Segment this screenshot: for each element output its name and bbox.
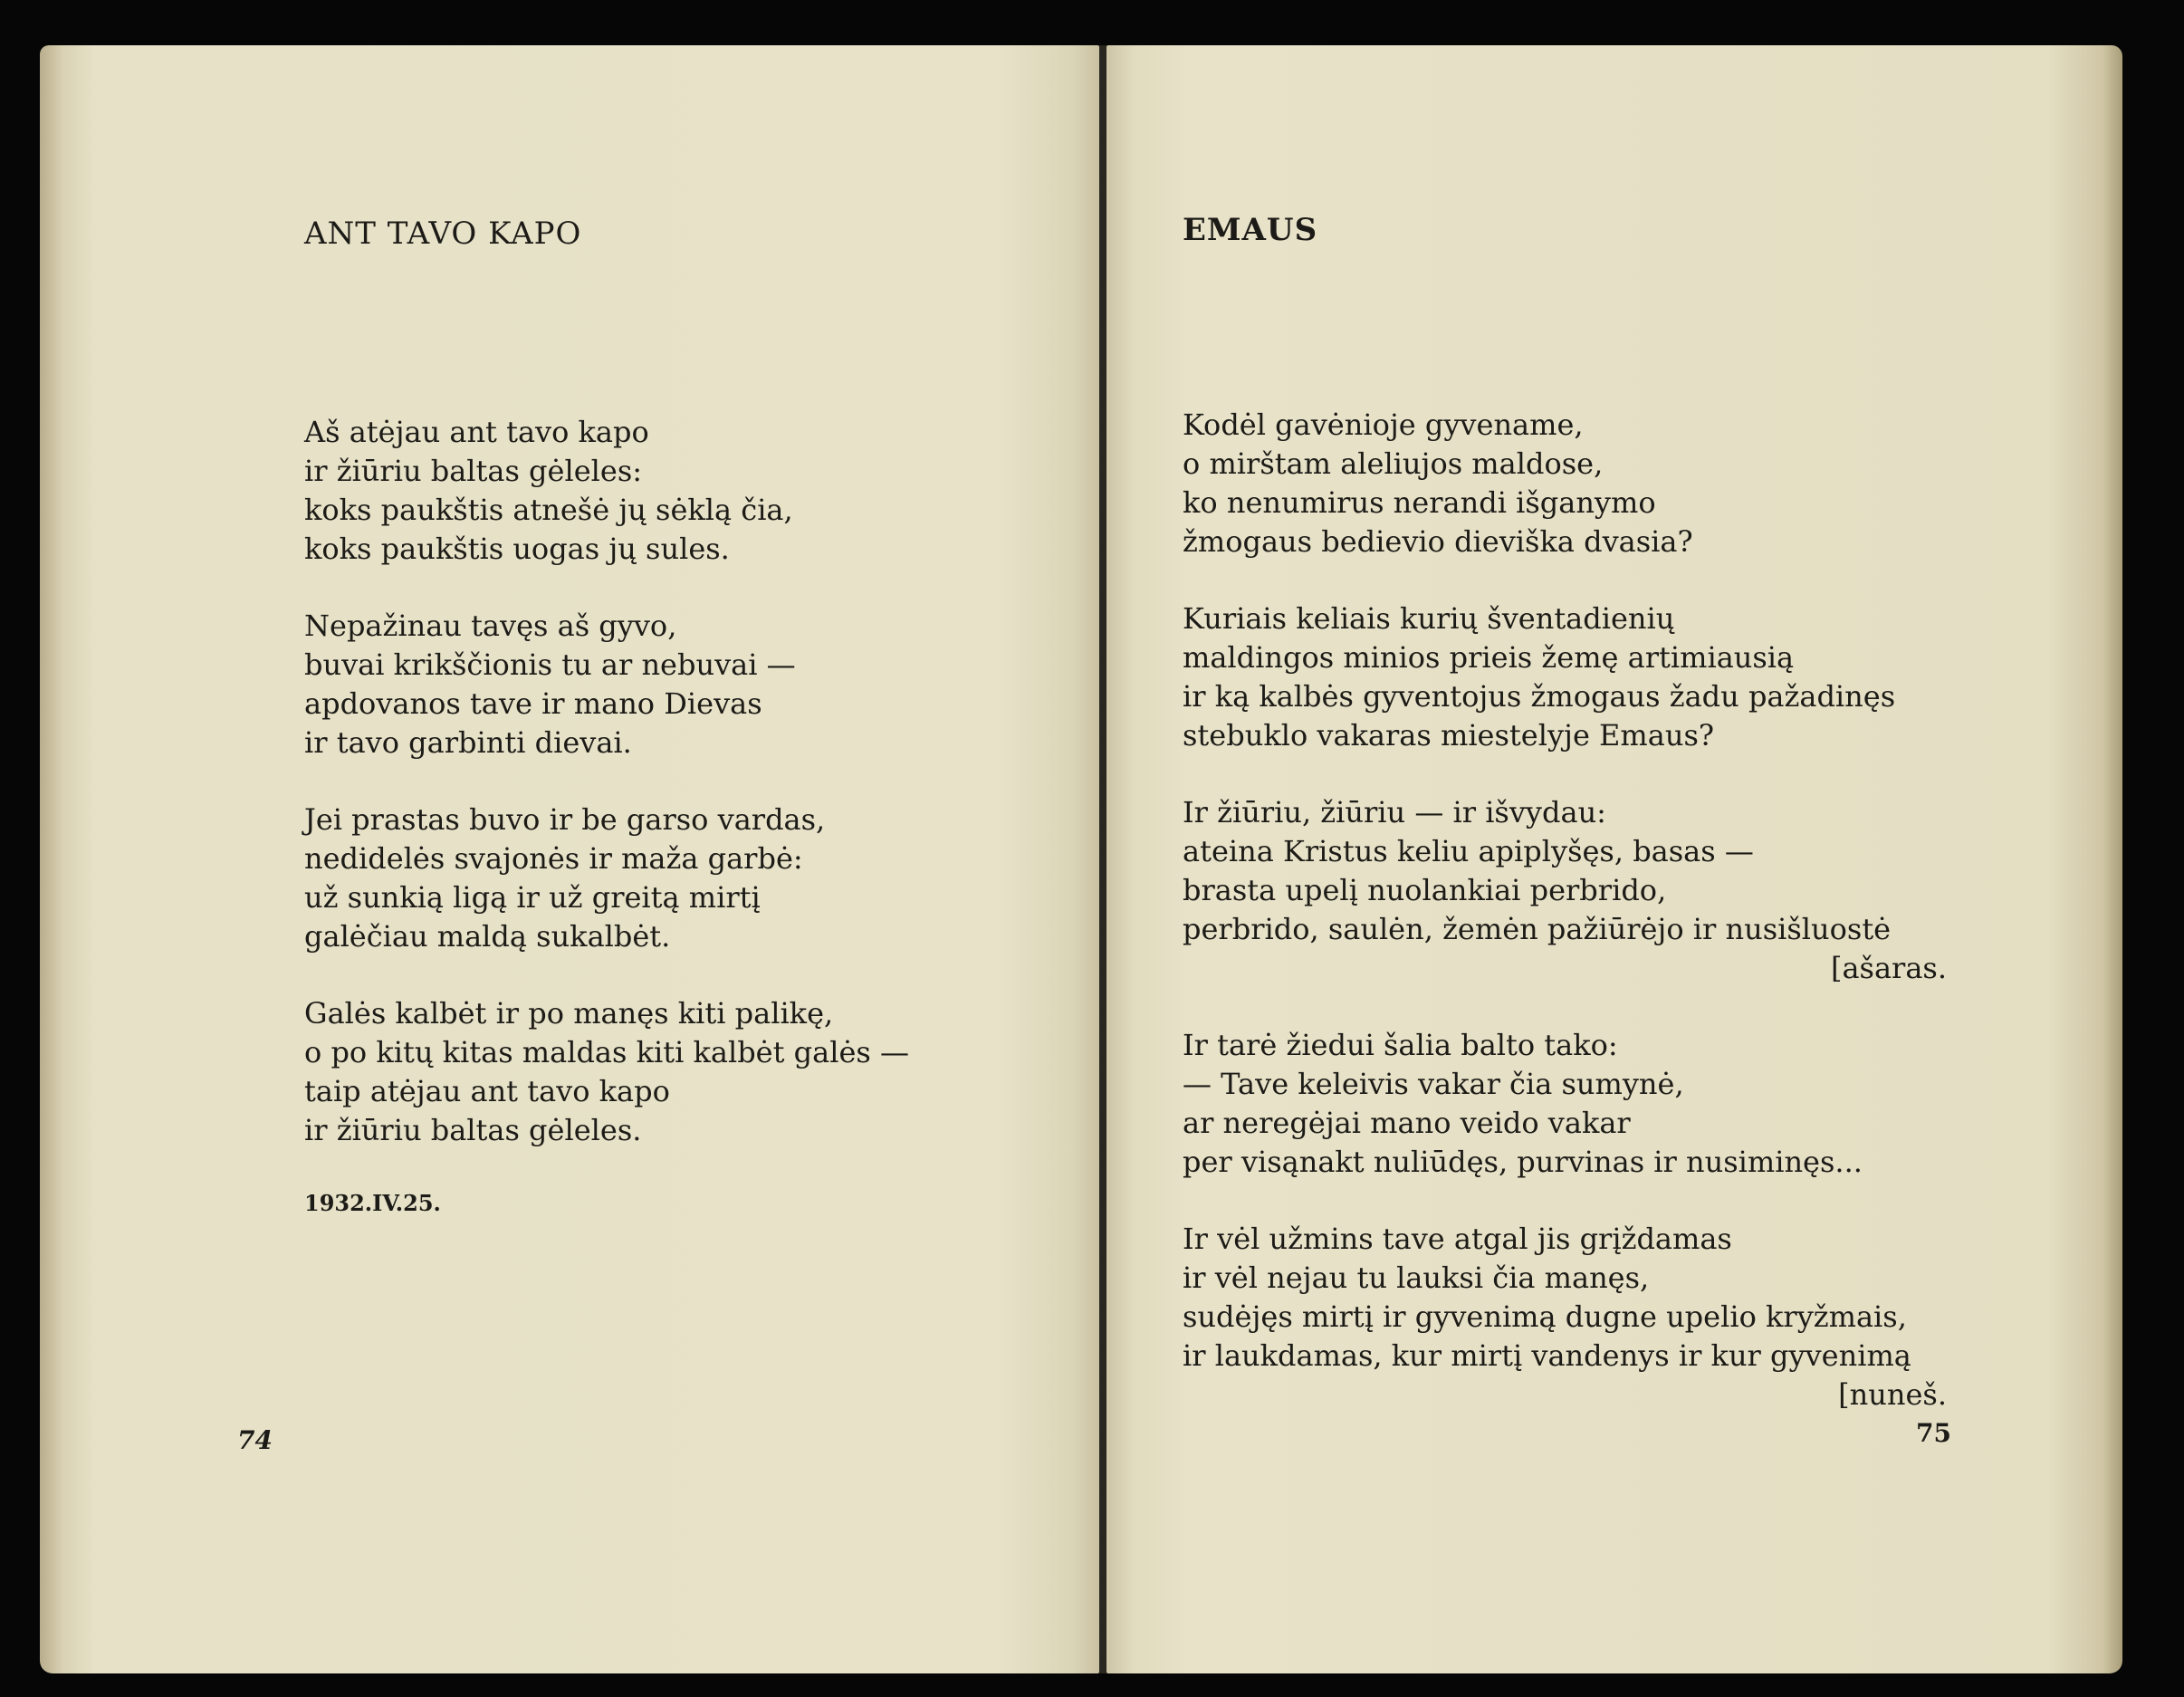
poem-line: ir laukdamas, kur mirtį vandenys ir kur gyvenimą [1183, 1338, 1911, 1373]
poem-line: žmogaus bedievio dieviška dvasia? [1183, 524, 1693, 559]
stanza [1183, 1220, 1947, 1414]
poem-line: ateina Kristus keliu apiplyšęs, basas — [1183, 834, 1754, 868]
left-page [40, 45, 1099, 1673]
poem-line: per visąnakt nuliūdęs, purvinas ir nusiminęs... [1183, 1145, 1863, 1179]
poem-date: 1932.IV.25. [304, 1190, 441, 1216]
poem-line: taip atėjau ant tavo kapo [304, 1074, 670, 1108]
stanza [1183, 793, 1947, 988]
poem-line: nedidelės svajonės ir maža garbė: [304, 841, 803, 876]
poem-line: ir žiūriu baltas gėleles: [304, 454, 643, 488]
page-number: 74 [237, 1425, 273, 1455]
poem-line-continuation: [ašaras. [1830, 951, 1947, 985]
poem-line: ir vėl nejau tu lauksi čia manęs, [1183, 1261, 1650, 1295]
poem-line: maldingos minios prieis žemę artimiausią [1183, 640, 1795, 675]
poem-line: ar neregėjai mano veido vakar [1183, 1106, 1631, 1140]
poem-line: koks paukštis uogas jų sules. [304, 532, 730, 566]
stanza [1183, 1026, 1947, 1182]
poem-line: galėčiau maldą sukalbėt. [304, 919, 671, 954]
poem-line: už sunkią ligą ir už greitą mirtį [304, 880, 761, 915]
poem-line: Galės kalbėt ir po manęs kiti palikę, [304, 996, 834, 1031]
poem-line: apdovanos tave ir mano Dievas [304, 686, 762, 721]
poem-line: Kuriais keliais kurių šventadienių [1183, 601, 1675, 636]
poem-line: Ir žiūriu, žiūriu — ir išvydau: [1183, 795, 1606, 829]
poem-title: ANT TAVO KAPO [304, 216, 582, 252]
poem-title: EMAUS [1183, 212, 1318, 248]
right-page [1106, 45, 2122, 1673]
page-number: 75 [1916, 1418, 1951, 1448]
poem-line: Ir tarė žiedui šalia balto tako: [1183, 1028, 1618, 1062]
poem-line: ko nenumirus nerandi išganymo [1183, 485, 1656, 520]
poem-line: buvai krikščionis tu ar nebuvai — [304, 647, 796, 682]
poem-line: stebuklo vakaras miestelyje Emaus? [1183, 718, 1715, 753]
poem-line: brasta upelį nuolankiai perbrido, [1183, 873, 1667, 907]
poem-line: Jei prastas buvo ir be garso vardas, [304, 802, 826, 837]
poem-line: ir ką kalbės gyventojus žmogaus žadu pažadinęs [1183, 679, 1896, 714]
stanza [1183, 406, 1947, 561]
poem-body [1183, 406, 1947, 1453]
poem-line-continuation: [nuneš. [1838, 1377, 1947, 1412]
poem-line: koks paukštis atnešė jų sėklą čia, [304, 493, 793, 527]
poem-line: o mirštam aleliujos maldose, [1183, 446, 1604, 481]
book-gutter [1099, 45, 1106, 1673]
poem-line: sudėjęs mirtį ir gyvenimą dugne upelio kryžmais, [1183, 1299, 1907, 1334]
stanza [304, 994, 909, 1150]
poem-line: o po kitų kitas maldas kiti kalbėt galės — [304, 1035, 909, 1069]
poem-line: Kodėl gavėnioje gyvename, [1183, 407, 1584, 442]
stanza [304, 607, 909, 762]
open-book [40, 45, 2122, 1673]
poem-line: — Tave keleivis vakar čia sumynė, [1183, 1067, 1684, 1101]
poem-line: ir žiūriu baltas gėleles. [304, 1113, 642, 1147]
poem-line: Ir vėl užmins tave atgal jis grįždamas [1183, 1222, 1732, 1256]
stanza [304, 413, 909, 569]
poem-line: Nepažinau tavęs aš gyvo, [304, 609, 677, 643]
poem-line: perbrido, saulėn, žemėn pažiūrėjo ir nusišluostė [1183, 912, 1892, 946]
poem-line: Aš atėjau ant tavo kapo [304, 415, 649, 449]
poem-line: ir tavo garbinti dievai. [304, 725, 632, 760]
stanza [1183, 599, 1947, 755]
poem-body [304, 413, 909, 1188]
stanza [304, 801, 909, 956]
